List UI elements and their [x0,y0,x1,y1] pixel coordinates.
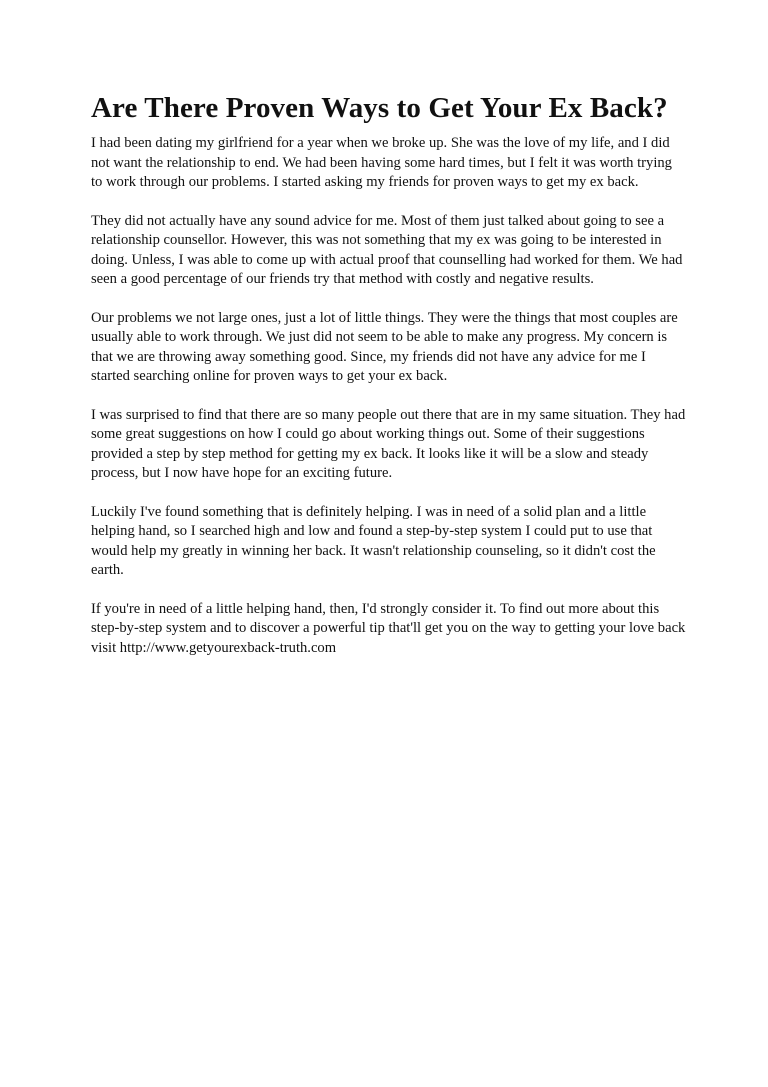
page-title: Are There Proven Ways to Get Your Ex Back? [91,92,668,124]
paragraph-2: They did not actually have any sound advice for me. Most of them just talked about going to see a relationship counsellor. However, this was not something that my ex was going to be interested in doing. Unless, I was able to come up with actual proof that counselling had worked for them. We had seen a good percentage of our friends try that method with costly and negative results. [91,212,683,287]
paragraph-1: I had been dating my girlfriend for a year when we broke up. She was the love of my life, and I did not want the relationship to end. We had been having some hard times, but I felt it was worth trying to work through our problems. I started asking my friends for proven ways to get my ex back. [91,135,672,190]
paragraph-3: Our problems we not large ones, just a lot of little things. They were the things that most couples are usually able to work through. We just did not seem to be able to make any progress. My concern is that we are throwing away something good. Since, my friends did not have any advice for me I started searching online for proven ways to get your ex back. [91,309,678,384]
paragraph-4: I was surprised to find that there are so many people out there that are in my same situation. They had some great suggestions on how I could go about working things out. Some of their suggestions provided a step by step method for getting my ex back. It looks like it will be a slow and steady process, but I now have hope for an exciting future. [91,406,686,481]
paragraph-6: If you're in need of a little helping hand, then, I'd strongly consider it. To find out more about this step-by-step system and to discover a powerful tip that'll get you on the way to getting your love back visit http://www.getyourexback-truth.com [91,600,686,656]
paragraph-5: Luckily I've found something that is definitely helping. I was in need of a solid plan and a little helping hand, so I searched high and low and found a step-by-step system I could put to use that would help my greatly in winning her back. It wasn't relationship counseling, so it didn't cost the earth. [91,503,656,578]
